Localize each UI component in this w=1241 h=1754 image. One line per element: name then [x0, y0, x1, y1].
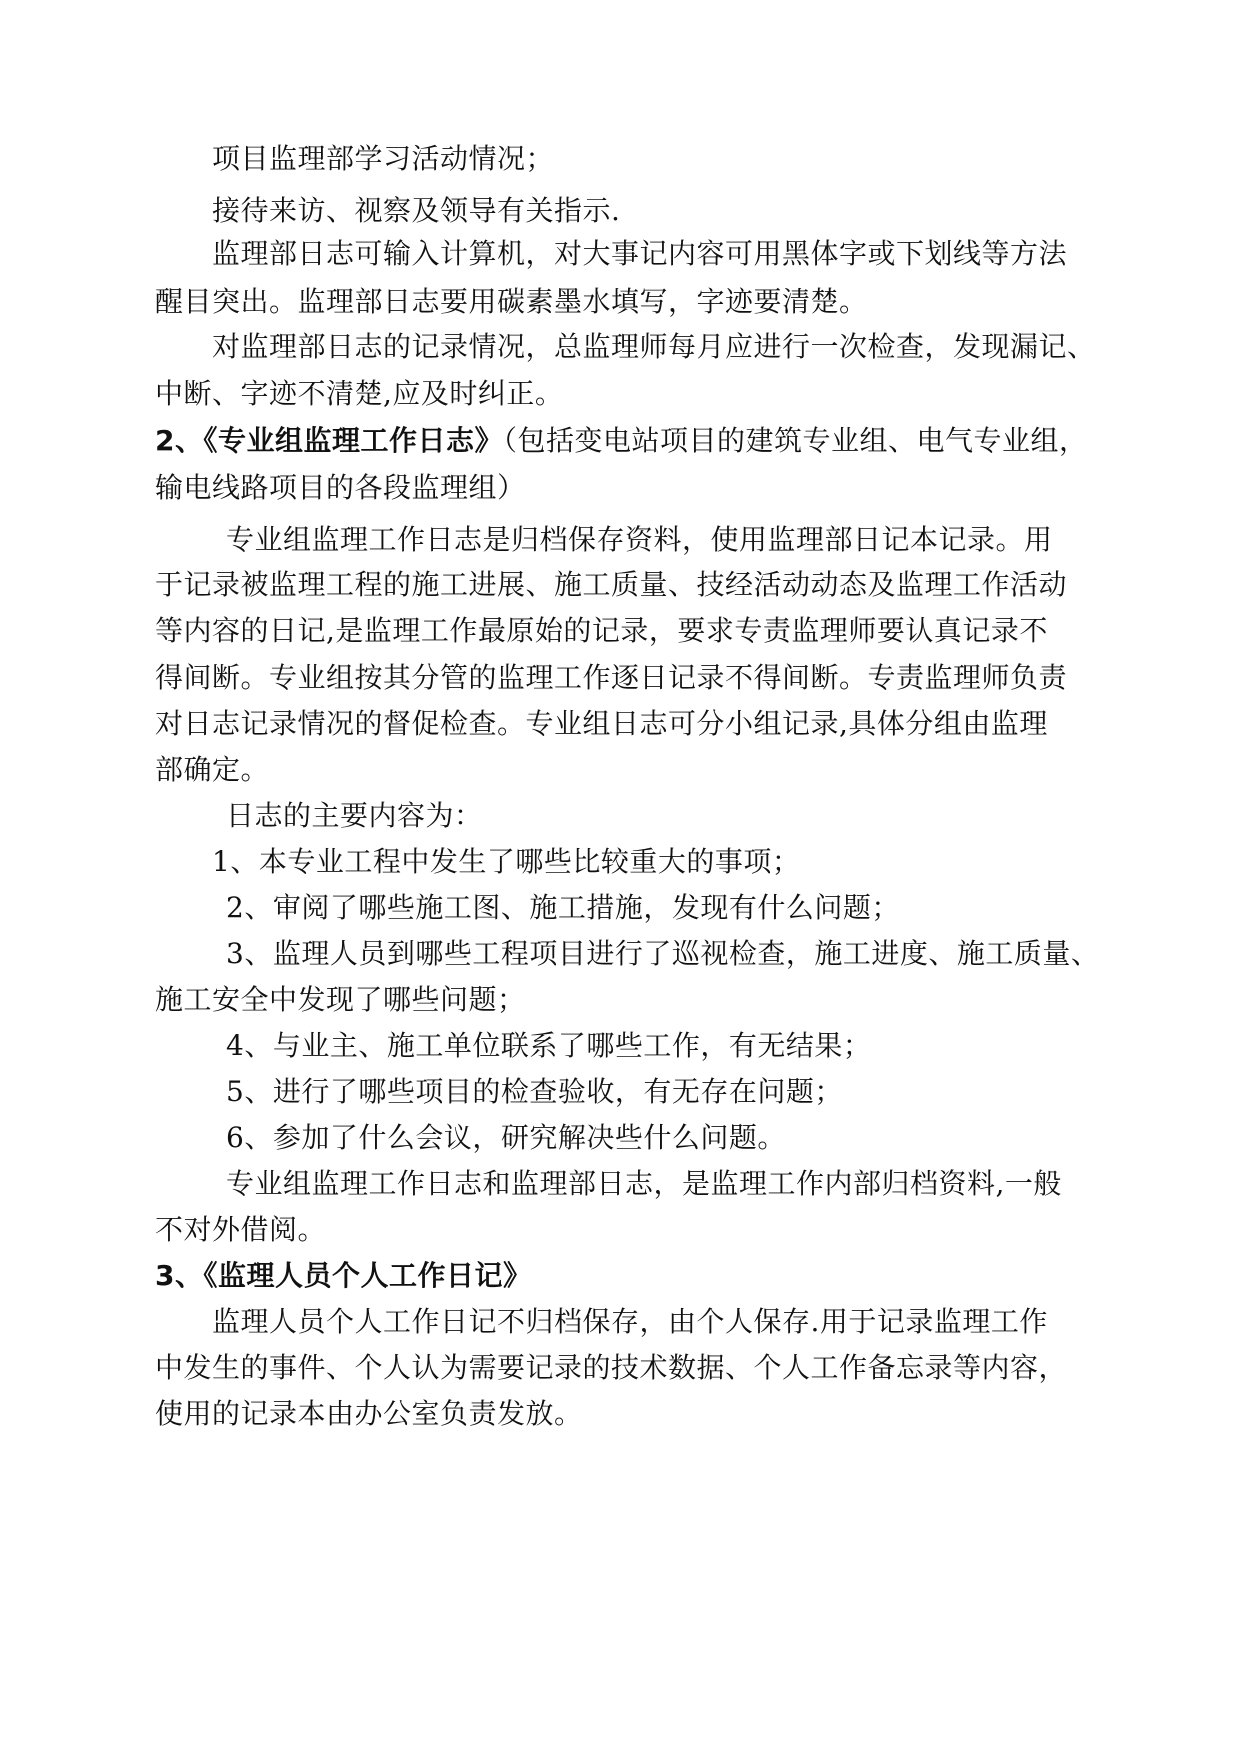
text-line: 监理人员个人工作日记不归档保存，由个人保存.用于记录监理工作	[212, 1305, 1048, 1338]
text-line: 部确定。	[155, 753, 270, 786]
text-line: 中断、字迹不清楚,应及时纠正。	[155, 377, 564, 410]
text-line: 专业组监理工作日志是归档保存资料，使用监理部日记本记录。用	[226, 523, 1053, 556]
text-line: 输电线路项目的各段监理组）	[155, 471, 526, 504]
list-item: 5、进行了哪些项目的检查验收，有无存在问题；	[226, 1075, 843, 1108]
list-item: 1、本专业工程中发生了哪些比较重大的事项；	[212, 845, 801, 878]
text-line: 对日志记录情况的督促检查。专业组日志可分小组记录,具体分组由监理	[155, 707, 1048, 740]
text-line: 等内容的日记,是监理工作最原始的记录，要求专责监理师要认真记录不	[155, 614, 1048, 647]
text-line: 中发生的事件、个人认为需要记录的技术数据、个人工作备忘录等内容，	[155, 1351, 1068, 1384]
text-line: 得间断。专业组按其分管的监理工作逐日记录不得间断。专责监理师负责	[155, 661, 1068, 694]
section-title-2: 2、《专业组监理工作日志》	[155, 424, 503, 457]
list-item: 2、审阅了哪些施工图、施工措施，发现有什么问题；	[226, 891, 900, 924]
text-line: 于记录被监理工程的施工进展、施工质量、技经活动动态及监理工作活动	[155, 568, 1068, 601]
text-line: 专业组监理工作日志和监理部日志，是监理工作内部归档资料,一般	[226, 1167, 1062, 1200]
text-line: 使用的记录本由办公室负责发放。	[155, 1397, 583, 1430]
text-line: 对监理部日志的记录情况，总监理师每月应进行一次检查，发现漏记、	[212, 330, 1096, 363]
text-line: 项目监理部学习活动情况；	[212, 142, 555, 175]
section-subtitle-2: （包括变电站项目的建筑专业组、电气专业组，	[502, 424, 1088, 457]
section-heading-2	[155, 424, 1088, 458]
list-item: 4、与业主、施工单位联系了哪些工作，有无结果；	[226, 1029, 872, 1062]
text-line: 日志的主要内容为：	[226, 799, 483, 832]
section-heading-3: 3、《监理人员个人工作日记》	[155, 1259, 532, 1292]
text-line: 不对外借阅。	[155, 1213, 327, 1246]
list-item: 6、参加了什么会议，研究解决些什么问题。	[226, 1121, 786, 1154]
list-item: 3、监理人员到哪些工程项目进行了巡视检查，施工进度、施工质量、	[226, 937, 1100, 970]
text-line: 监理部日志可输入计算机，对大事记内容可用黑体字或下划线等方法	[212, 237, 1068, 270]
list-item-continued: 施工安全中发现了哪些问题；	[155, 983, 526, 1016]
text-line: 接待来访、视察及领导有关指示.	[212, 194, 621, 227]
text-line: 醒目突出。监理部日志要用碳素墨水填写，字迹要清楚。	[155, 285, 868, 318]
